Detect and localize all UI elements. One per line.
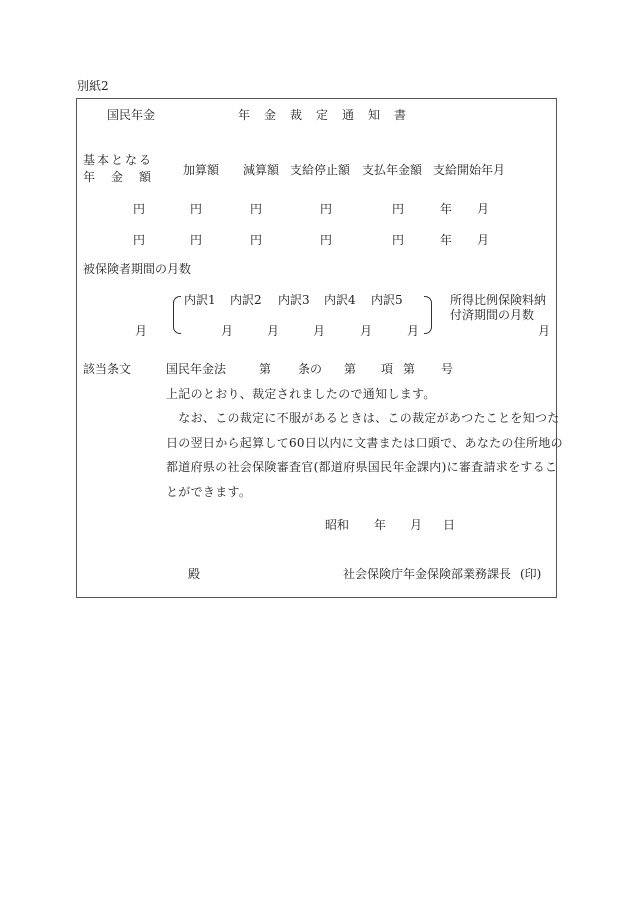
base-amount-label-2: 年 金 額 <box>83 170 154 184</box>
yen-unit: 円 <box>320 233 333 247</box>
income-period-label-2: 付済期間の月数 <box>450 308 535 322</box>
breakdown-month-unit: 月 <box>407 324 420 338</box>
total-month-unit: 月 <box>135 324 148 338</box>
issuer-name: 社会保険庁年金保険部業務課長 <box>343 567 512 581</box>
article-part: 号 <box>441 362 454 376</box>
right-bracket <box>424 296 432 334</box>
column-header: 減算額 <box>243 163 280 177</box>
article-part: 項 <box>381 362 394 376</box>
breakdown-label: 内訳4 <box>324 293 356 307</box>
date-era: 昭和 <box>325 518 350 532</box>
year-unit: 年 <box>440 233 453 247</box>
notice-text: 上記のとおり、裁定されましたので通知します。 <box>166 387 436 401</box>
article-part: 第 <box>344 362 357 376</box>
yen-unit: 円 <box>133 202 146 216</box>
breakdown-label: 内訳1 <box>184 293 216 307</box>
article-label: 該当条文 <box>83 362 132 376</box>
date-month-unit: 月 <box>410 518 423 532</box>
notice-text: 都道府県の社会保険審査官(都道府県国民年金課内)に審査請求をするこ <box>166 460 558 474</box>
yen-unit: 円 <box>250 233 263 247</box>
notice-text: とができます。 <box>166 485 252 499</box>
column-header: 支払年金額 <box>362 163 423 177</box>
yen-unit: 円 <box>392 202 405 216</box>
form-category: 国民年金 <box>107 108 156 122</box>
breakdown-label: 内訳3 <box>278 293 310 307</box>
yen-unit: 円 <box>250 202 263 216</box>
form-title: 年 金 裁 定 通 知 書 <box>238 108 408 122</box>
income-month-unit: 月 <box>538 324 551 338</box>
year-unit: 年 <box>440 202 453 216</box>
month-unit: 月 <box>477 233 490 247</box>
date-day-unit: 日 <box>443 518 456 532</box>
column-header: 加算額 <box>183 163 220 177</box>
insured-period-label: 被保険者期間の月数 <box>83 262 192 276</box>
article-part: 第 <box>259 362 272 376</box>
attachment-label: 別紙2 <box>77 79 109 93</box>
article-part: 条の <box>298 362 323 376</box>
left-bracket <box>173 296 181 334</box>
seal-mark: (印) <box>520 567 542 581</box>
breakdown-label: 内訳5 <box>371 293 403 307</box>
base-amount-label-1: 基本となる <box>83 153 154 167</box>
breakdown-month-unit: 月 <box>313 324 326 338</box>
month-unit: 月 <box>477 202 490 216</box>
yen-unit: 円 <box>392 233 405 247</box>
yen-unit: 円 <box>190 233 203 247</box>
column-header: 支給停止額 <box>290 163 351 177</box>
addressee-honorific: 殿 <box>188 567 201 581</box>
breakdown-month-unit: 月 <box>267 324 280 338</box>
income-period-label-1: 所得比例保険料納 <box>450 293 547 307</box>
breakdown-label: 内訳2 <box>230 293 262 307</box>
notice-text: 日の翌日から起算して60日以内に文書または口頭で、あなたの住所地の <box>166 436 563 450</box>
breakdown-month-unit: 月 <box>360 324 373 338</box>
yen-unit: 円 <box>320 202 333 216</box>
date-year-unit: 年 <box>374 518 387 532</box>
law-name: 国民年金法 <box>166 362 227 376</box>
breakdown-month-unit: 月 <box>221 324 234 338</box>
article-part: 第 <box>403 362 416 376</box>
column-header: 支給開始年月 <box>433 163 506 177</box>
yen-unit: 円 <box>133 233 146 247</box>
notice-text: なお、この裁定に不服があるときは、この裁定があつたことを知つた <box>166 411 560 425</box>
yen-unit: 円 <box>190 202 203 216</box>
